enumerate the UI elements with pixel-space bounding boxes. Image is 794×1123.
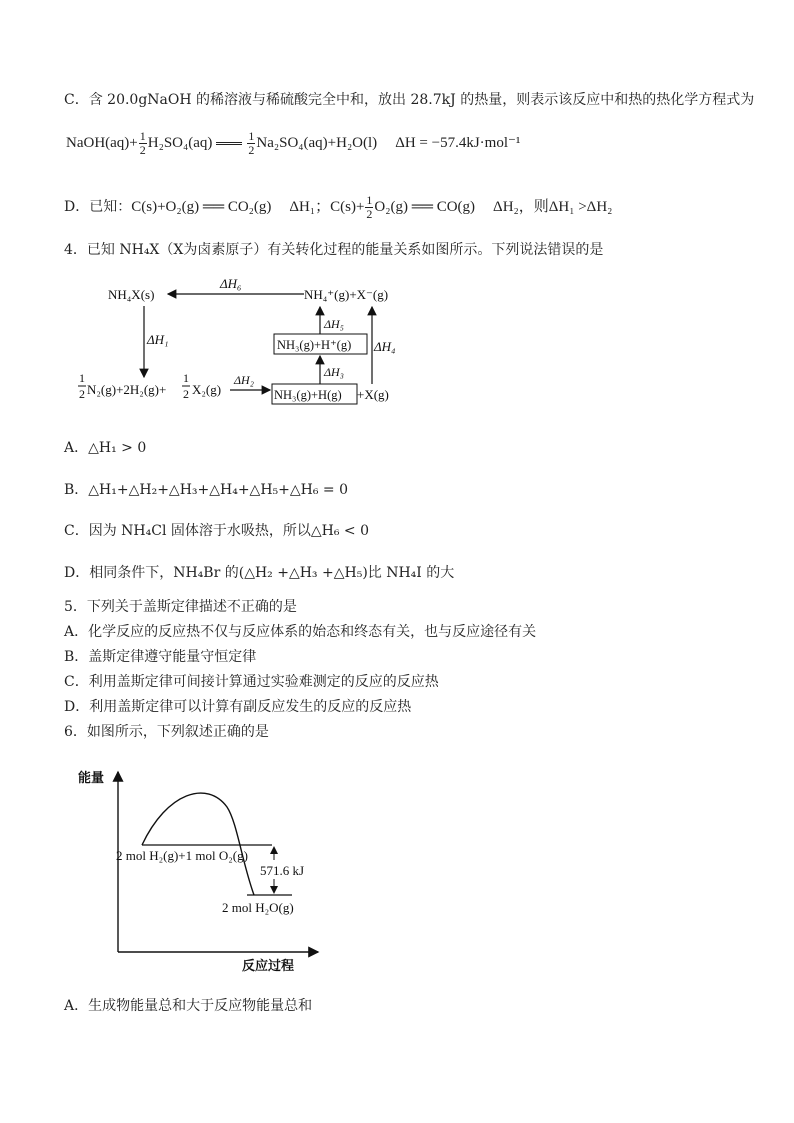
products-term: Na₂SO₄(aq)+H₂O(l) <box>256 134 378 151</box>
q3-option-c: C．含 20.0gNaOH 的稀溶液与稀硫酸完全中和，放出 28.7kJ 的热量，则表示该反应中和热的热化学方程式为 <box>64 92 755 108</box>
q4-option-a: A．△H₁ > 0 <box>64 440 147 456</box>
reactants-label: 2 mol H₂(g)+1 mol O₂(g) <box>116 848 248 863</box>
svg-text:1: 1 <box>79 371 85 385</box>
products-label: 2 mol H₂O(g) <box>222 900 294 915</box>
delta-h: ΔH = −57.4kJ·mol⁻¹ <box>395 134 521 151</box>
h2so4-term: H₂SO₄(aq) <box>147 134 213 151</box>
q4-energy-cycle-diagram <box>74 272 404 410</box>
half-fraction: $\frac{1}{2}$ <box>139 129 146 157</box>
svg-text:X₂(g): X₂(g) <box>192 382 222 397</box>
dh5-label: ΔH₅ <box>324 317 344 331</box>
svg-text:2: 2 <box>183 387 189 401</box>
q5-option-c: C．利用盖斯定律可间接计算通过实验难测定的反应的反应热 <box>64 674 439 690</box>
dh1-label: ΔH₁ <box>147 332 169 347</box>
svg-text:1: 1 <box>183 371 189 385</box>
q5-option-a: A．化学反应的反应热不仅与反应体系的始态和终态有关，也与反应途径有关 <box>64 624 537 640</box>
q3-c-equation <box>66 130 520 157</box>
nh3-hplus: NH₃(g)+H⁺(g) <box>277 338 352 352</box>
q3-option-d: D．已知：C(s)+O₂(g) ══ CO₂(g) ΔH₁；C(s)+ $\frac{1}{2}$ O₂(g) ══ CO(g) ΔH₂，则ΔH₁ >ΔH₂ <box>64 193 613 221</box>
reaction-curve <box>142 793 254 895</box>
dh2-label: ΔH₂ <box>234 373 254 387</box>
dh6-label: ΔH₆ <box>220 276 242 291</box>
nh4x-solid: NH₄X(s) <box>108 287 155 302</box>
q6-option-a: A．生成物能量总和大于反应物能量总和 <box>64 998 313 1014</box>
equals-arrow <box>216 142 242 145</box>
x-axis-label: 反应过程 <box>242 959 295 974</box>
q6-stem: 6．如图所示，下列叙述正确的是 <box>64 724 269 740</box>
q4-option-c: C．因为 NH₄Cl 固体溶于水吸热，所以△H₆ < 0 <box>64 523 369 539</box>
q5-option-d: D．利用盖斯定律可以计算有副反应发生的反应的反应热 <box>64 699 412 715</box>
energy-value: 571.6 kJ <box>260 863 305 878</box>
naoh-term: NaOH(aq)+ <box>66 134 138 151</box>
q5-stem: 5．下列关于盖斯定律描述不正确的是 <box>64 599 297 615</box>
dh4-label: ΔH₄ <box>374 339 396 354</box>
q4-option-b: B．△H₁+△H₂+△H₃+△H₄+△H₅+△H₆ = 0 <box>64 482 349 498</box>
y-axis-label: 能量 <box>78 771 105 786</box>
q4-option-d: D．相同条件下，NH₄Br 的(△H₂ +△H₃ +△H₅)比 NH₄I 的大 <box>64 565 455 581</box>
elements-term <box>78 371 221 401</box>
svg-text:N₂(g)+2H₂(g)+: N₂(g)+2H₂(g)+ <box>87 382 167 397</box>
half-fraction-2: $\frac{1}{2}$ <box>248 129 255 157</box>
q6-energy-diagram <box>72 762 342 980</box>
q5-option-b: B．盖斯定律遵守能量守恒定律 <box>64 649 257 665</box>
q4-stem: 4．已知 NH₄X（X为卤素原子）有关转化过程的能量关系如图所示。下列说法错误的是 <box>64 242 604 258</box>
dh3-label: ΔH₃ <box>324 365 344 379</box>
nh3-h: NH₃(g)+H(g) <box>274 388 342 402</box>
svg-text:2: 2 <box>79 387 85 401</box>
plus-x: +X(g) <box>357 387 389 402</box>
ions-gas: NH₄⁺(g)+X⁻(g) <box>304 287 389 302</box>
